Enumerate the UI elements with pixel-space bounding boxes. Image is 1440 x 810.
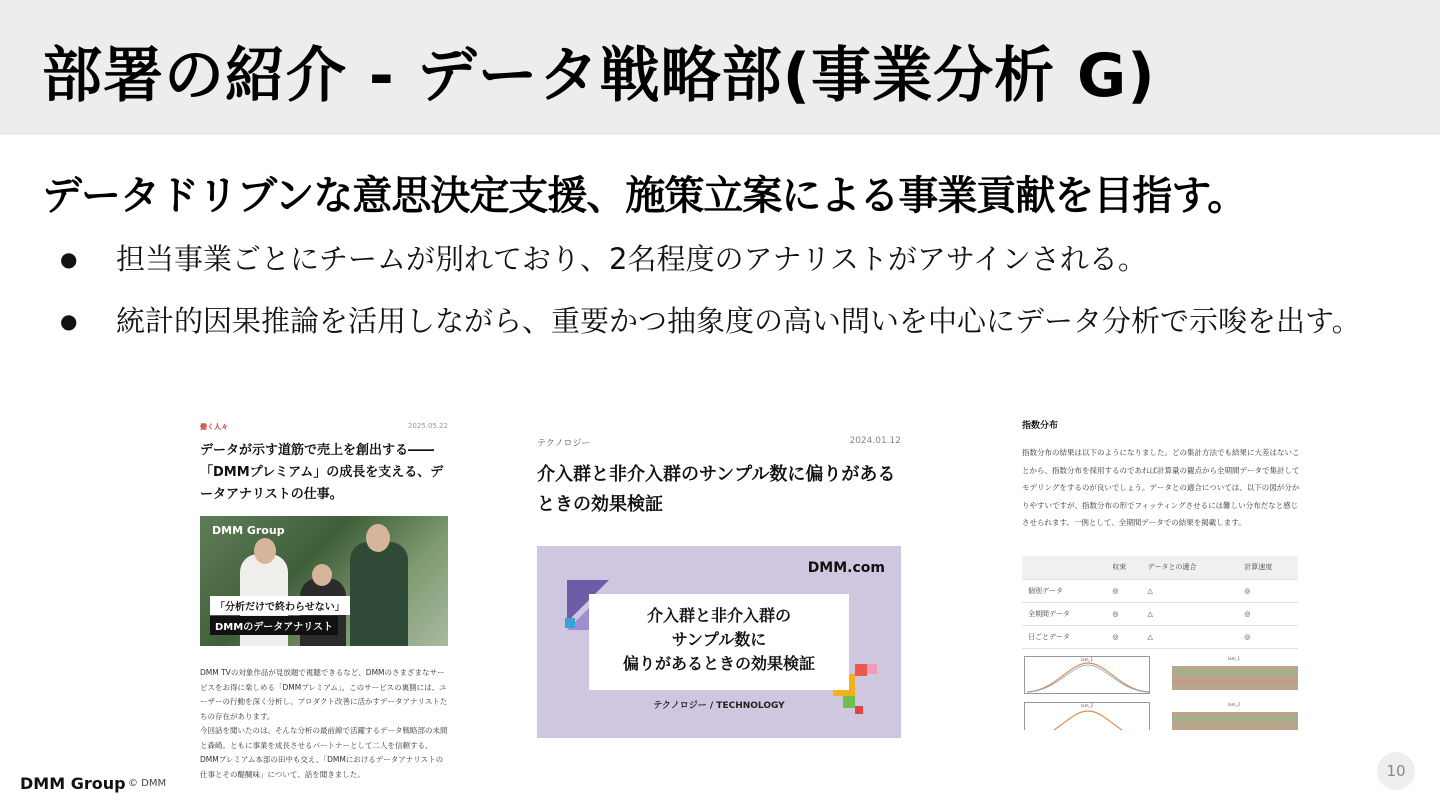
table-header-row bbox=[1022, 556, 1298, 579]
table-cell: △ bbox=[1142, 579, 1239, 602]
table-cell: 個別データ bbox=[1022, 579, 1106, 602]
article-screenshot-technology bbox=[537, 432, 901, 742]
density-curve bbox=[1025, 657, 1150, 694]
table-header-cell: 計算速度 bbox=[1238, 556, 1298, 579]
article-screenshot-exponential bbox=[1022, 414, 1302, 730]
page-number: 10 bbox=[1377, 752, 1415, 790]
section-heading: 指数分布 bbox=[1022, 421, 1059, 431]
person-figure bbox=[350, 542, 408, 646]
article-date: 2025.05.22 bbox=[407, 422, 448, 430]
photo-logo: DMM Group bbox=[212, 524, 285, 537]
bullet-dot-icon: ● bbox=[60, 309, 78, 333]
article-date: 2024.01.12 bbox=[849, 436, 901, 446]
decor-shape bbox=[565, 618, 575, 628]
article-category: 働く人々 bbox=[200, 423, 228, 431]
banner-title-line: 介入群と非介入群の bbox=[646, 606, 791, 625]
plot-label: lam_1 bbox=[1081, 657, 1094, 662]
table-header-cell bbox=[1022, 556, 1106, 579]
trace-noise bbox=[1172, 656, 1298, 694]
table-row bbox=[1022, 579, 1298, 602]
table-row bbox=[1022, 602, 1298, 625]
article-paragraph: DMM TVの対象作品が見放題で視聴できるなど、DMMのさまざまなサービスをお得に楽しめる「DMMプレミアム」。このサービスの裏側には、ユーザーの行動を深く分析し、プロダクト改善に活かすデータアナリストたちの存在があります。 bbox=[200, 668, 448, 721]
article-body bbox=[200, 666, 450, 782]
plot-label: lam_2 bbox=[1228, 702, 1241, 707]
article-title: 介入群と非介入群のサンプル数に偏りがあるときの効果検証 bbox=[537, 464, 896, 515]
person-head bbox=[366, 524, 390, 552]
article-screenshot-interview bbox=[200, 420, 450, 790]
slide-subtitle: データドリブンな意思決定支援、施策立案による事業貢献を目指す。 bbox=[42, 173, 1247, 219]
photo-caption: 「分析だけで終わらせない」 bbox=[210, 596, 350, 615]
table-cell: 全期間データ bbox=[1022, 602, 1106, 625]
bullet-text: 担当事業ごとにチームが別れており、2名程度のアナリストがアサインされる。 bbox=[116, 242, 1147, 276]
comparison-table bbox=[1022, 556, 1298, 649]
banner-title-box bbox=[589, 594, 849, 690]
plot-label: lam_1 bbox=[1228, 656, 1241, 661]
bullet-text: 統計的因果推論を活用しながら、重要かつ抽象度の高い問いを中心にデータ分析で示唆を出す。 bbox=[116, 304, 1361, 338]
table-cell: ◎ bbox=[1238, 602, 1298, 625]
decor-shape bbox=[855, 664, 867, 676]
person-head bbox=[312, 564, 332, 586]
bullet-list bbox=[60, 228, 1400, 352]
density-plot bbox=[1024, 702, 1150, 730]
bullet-item bbox=[60, 290, 1400, 352]
density-plot bbox=[1024, 656, 1150, 694]
banner-title-line: 偏りがあるときの効果検証 bbox=[622, 654, 815, 673]
decor-shape bbox=[867, 664, 877, 674]
trace-plot bbox=[1172, 702, 1298, 730]
table-header-cell: 収束 bbox=[1106, 556, 1141, 579]
photo-caption: DMMのデータアナリスト bbox=[210, 616, 338, 635]
article-category: テクノロジー bbox=[537, 439, 591, 449]
article-title: データが示す道筋で売上を創出する――「DMMプレミアム」の成長を支える、データアナリストの仕事。 bbox=[200, 443, 444, 502]
table-header-cell: データとの適合 bbox=[1142, 556, 1239, 579]
plot-label: lam_2 bbox=[1081, 703, 1094, 708]
bullet-item bbox=[60, 228, 1400, 290]
trace-plot bbox=[1172, 656, 1298, 694]
bullet-dot-icon: ● bbox=[60, 247, 78, 271]
table-cell: △ bbox=[1142, 602, 1239, 625]
table-cell: ◎ bbox=[1106, 579, 1141, 602]
table-cell: 日ごとデータ bbox=[1022, 625, 1106, 648]
banner-tag: テクノロジー / TECHNOLOGY bbox=[653, 701, 785, 711]
article-banner bbox=[537, 546, 901, 738]
table-cell: ◎ bbox=[1106, 625, 1141, 648]
copyright: © DMM bbox=[128, 778, 167, 789]
article-photo bbox=[200, 516, 448, 646]
banner-title-line: サンプル数に bbox=[671, 630, 767, 649]
table-cell: ◎ bbox=[1238, 579, 1298, 602]
section-text: 指数分布の結果は以下のようになりました。どの集計方法でも結果に大差はないことから、指数分布を採用するのであれば計算量の観点から全期間データで集計してモデリングをするのが良いでしょう。データとの適合については、以下の図が分かりやすいですが、指数分布の形でフィッティングさせるには難しい分布だなと感じさせられます。一例として、全期間データでの結果を掲載します。 bbox=[1022, 448, 1300, 527]
page-title: 部署の紹介 - データ戦略部(事業分析 G) bbox=[42, 41, 1156, 111]
person-head bbox=[254, 538, 276, 564]
table-cell: △ bbox=[1142, 625, 1239, 648]
table-row bbox=[1022, 625, 1298, 648]
table-cell: ◎ bbox=[1238, 625, 1298, 648]
article-paragraph: 今回話を聞いたのは、そんな分析の最前線で活躍するデータ戦略部の未間と森崎。ともに事業を成長させるパートナーとして二人を信頼する、DMMプレミアム本部の田中も交え、「DMMにおけるデータアナリストの仕事とその醍醐味」について、話を聞きました。 bbox=[200, 726, 448, 779]
dmm-logo: DMM.com bbox=[807, 560, 885, 576]
table-cell: ◎ bbox=[1106, 602, 1141, 625]
dmm-group-logo: DMM Group bbox=[20, 774, 126, 793]
